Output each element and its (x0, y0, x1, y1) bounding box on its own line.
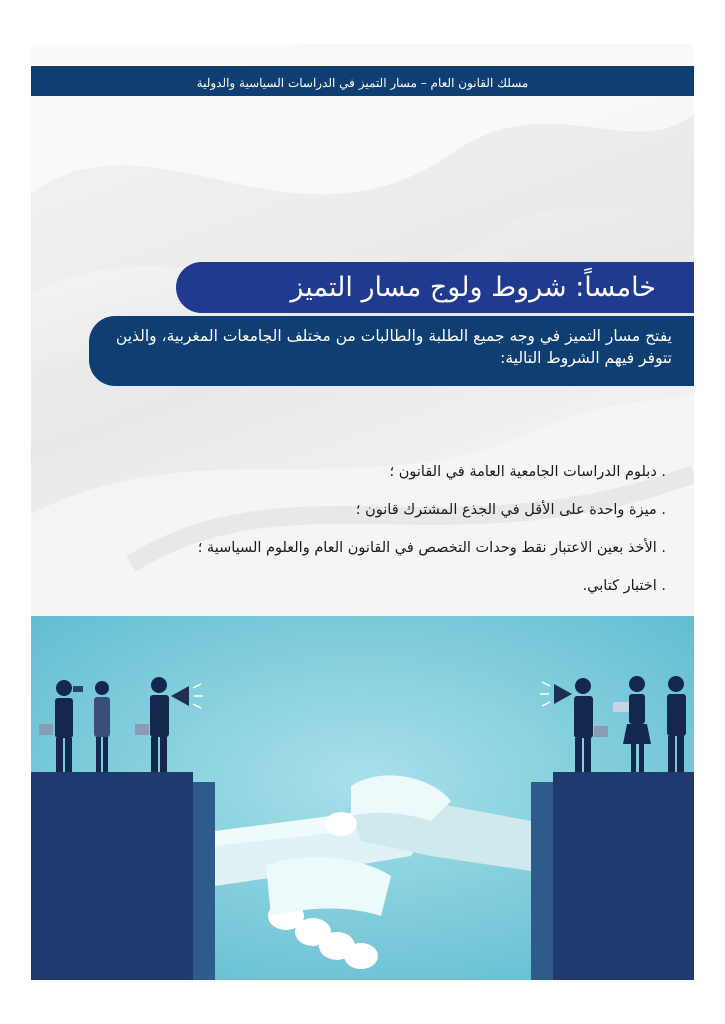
condition-item: . اختبار كتابي. (582, 578, 666, 594)
intro-text: يفتح مسار التميز في وجه جميع الطلبة والطالبات من مختلف الجامعات المغربية، والذين تتوفر فيهم الشروط التالية: (115, 327, 672, 367)
document-page (31, 44, 694, 980)
header-text: مسلك القانون العام – مسار التميز في الدراسات السياسية والدولية (196, 76, 529, 90)
header-bar (31, 66, 694, 96)
condition-item: . الأخذ بعين الاعتبار نقط وحدات التخصص في القانون العام والعلوم السياسية ؛ (197, 540, 666, 556)
section-title: خامساً: شروط ولوج مسار التميز (290, 272, 656, 303)
intro-box (89, 316, 694, 386)
conditions-list (31, 462, 666, 614)
section-title-banner (176, 262, 694, 313)
condition-item: . دبلوم الدراسات الجامعية العامة في القانون ؛ (389, 464, 666, 480)
handshake-illustration (31, 616, 694, 980)
condition-item: . ميزة واحدة على الأقل في الجذع المشترك قانون ؛ (355, 502, 666, 518)
